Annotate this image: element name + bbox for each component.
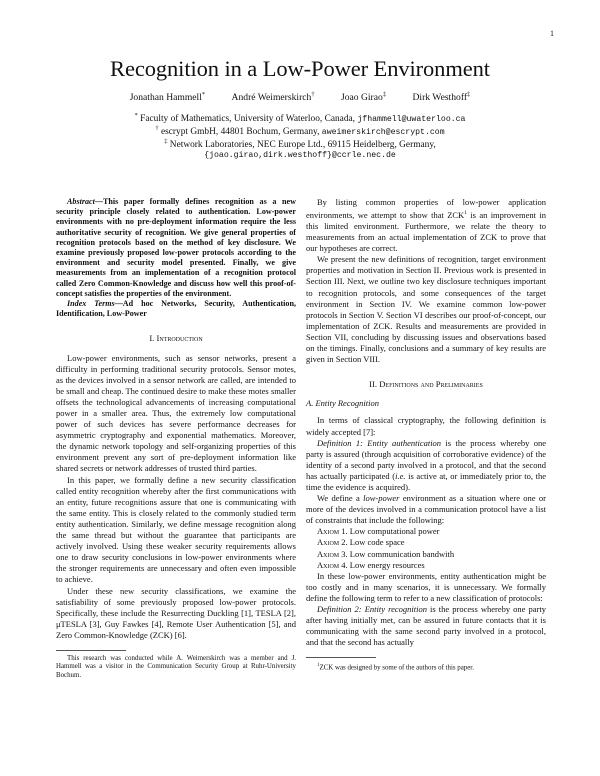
author-list bbox=[0, 91, 600, 103]
list-item: Axiom 1. Low computational power bbox=[317, 526, 440, 537]
footnote: This research was conducted while A. Weimerskirch was a member and J. Hammell was a visitor in the Communication Security Group at Ruhr-University Bochum. bbox=[56, 654, 296, 679]
axiom-list bbox=[306, 526, 546, 570]
page-number: 1 bbox=[550, 29, 554, 38]
affiliation: † escrypt GmbH, 44801 Bochum, Germany, aweimerskirch@escrypt.com bbox=[155, 125, 445, 138]
footnote-divider bbox=[306, 657, 376, 658]
paragraph: By listing common properties of low-power application environments, we attempt to show that ZCK$^1$ is an improvement in this limited environment. Furthermore, we relate the theory to measurements from an actual implementation of ZCK to prove that our hypotheses are correct. bbox=[306, 197, 546, 254]
footnote-divider bbox=[56, 650, 126, 651]
list-item: Axiom 4. Low energy resources bbox=[317, 559, 425, 570]
abstract: Abstract—This paper formally defines recognition as a new security principle closely related to authentication. Low-power environments with no pre-deployment information require the less authoritative security of recognition. We give general properties of recognition protocols based on the method of key disclosure. We examine previously proposed low-power protocols according to the environment and security model presented. Finally, we give measurements from an implementation of a recognition protocol called Zero Common-Knowledge and discuss how well this proof-of-concept satisfies the properties of the environment. bbox=[56, 197, 296, 298]
paper-title: Recognition in a Low-Power Environment bbox=[110, 56, 490, 81]
affiliation: ‡ Network Laboratories, NEC Europe Ltd., 69115 Heidelberg, Germany, bbox=[164, 138, 436, 151]
index-terms: Index Terms—Ad hoc Networks, Security, Authentication, Identification, Low-Power bbox=[56, 299, 297, 319]
affiliation: * Faculty of Mathematics, University of Waterloo, Canada, jfhammell@uwaterloo.ca bbox=[134, 112, 466, 125]
email-address: aweimerskirch@escrypt.com bbox=[321, 128, 445, 138]
paragraph: We define a low-power environment as a situation where one or more of the devices involved in a communication protocol have a list of constraints that include the following: bbox=[306, 493, 546, 526]
author: Dirk Westhoff‡ bbox=[412, 91, 471, 104]
paragraph: In this paper, we formally define a new security classification called entity recognition whereby after the first communications with an entity, future recognitions assure that one is communicating with the same entity. This is closely related to the commonly studied term entity authentication. Similarly, we define message recognition along the same thread but without the guarantee that participants are actively involved. Using these weaker security requirements allows one to draw security conclusions in low-power environments where the stronger requirements are unnecessary and often even impossible to achieve. bbox=[56, 474, 296, 585]
definition-1: Definition 1: Entity authentication is the process whereby one party is assured (through acquisition of corroborative evidence) of the identity of a second party involved in a protocol, and that the second has actually participated (i.e. is active at, or immediately prior to, the time the evidence is acquired). bbox=[306, 437, 546, 492]
author: Joao Girao‡ bbox=[340, 91, 387, 104]
section-heading: II. Definitions and Preliminaries bbox=[369, 379, 483, 390]
affiliation-email bbox=[0, 149, 600, 162]
author: André Weimerskirch† bbox=[231, 91, 315, 104]
paragraph: Low-power environments, such as sensor networks, present a difficulty in performing traditional security protocols. Sensor motes, as the devices involved in a sensor network are called, are intended to be small and cheap. The continued desire to make these motes smaller offsets the technological advancements of increasing computational power in a smaller area. Thus, the extremely low computational power of such devices has severe performance decreases for asymmetric cryptography and exponential mathematics. Moreover, the dynamic network topology and self-organizing properties of this environment prevent any sort of pre-deployment information like shared secrets or network addresses of trusted third parties. bbox=[56, 352, 296, 474]
definition-2: Definition 2: Entity recognition is the process whereby one party after having initially met, can be assured in future contacts that it is communicating with the same second party involved in a protocol, and that the second has actually bbox=[306, 604, 546, 648]
section-heading: I. Introduction bbox=[149, 333, 203, 344]
email-address: jfhammell@uwaterloo.ca bbox=[357, 115, 466, 125]
list-item: Axiom 2. Low code space bbox=[317, 537, 405, 548]
left-column bbox=[56, 197, 296, 680]
paragraph: In these low-power environments, entity authentication might be too costly and in many scenarios, it is unnecessary. We formally define the following term to refer to a new classification of protocols: bbox=[306, 570, 546, 603]
list-item: Axiom 3. Low communication bandwith bbox=[317, 548, 455, 559]
subsection-heading: A. Entity Recognition bbox=[306, 398, 379, 409]
right-column bbox=[306, 197, 546, 673]
paragraph: In terms of classical cryptography, the following definition is widely accepted [7]: bbox=[306, 415, 546, 437]
author: Jonathan Hammell* bbox=[129, 91, 206, 104]
paragraph: Under these new security classifications, we examine the satisfiability of some previously proposed low-power protocols. Specifically, these include the Resurrecting Duckling [1], TESLA [2], μTESLA [3], Guy Fawkes [4], Remote User Authentication [5], and Zero Common-Knowledge (ZCK) [6]. bbox=[56, 585, 296, 640]
footnote: $^1$ZCK was designed by some of the authors of this paper. bbox=[317, 663, 474, 672]
paragraph: We present the new definitions of recognition, target environment properties and motivation in Section II. Previous work is presented in Section III. Next, we outline two key disclosure techniques important to recognition protocols, and some consequences of the target environment in Section IV. We examine common low-power protocols in Section V. Section VI describes our proof-of-concept, our implementation of ZCK. Results and measurements are provided in Section VII, concluding by discussing issues and observations based on the timings. Finally, conclusions and a summary of key results are given in Section VIII. bbox=[306, 254, 546, 365]
email-address: {joao.girao,dirk.westhoff}@ccrle.nec.de bbox=[204, 151, 396, 160]
